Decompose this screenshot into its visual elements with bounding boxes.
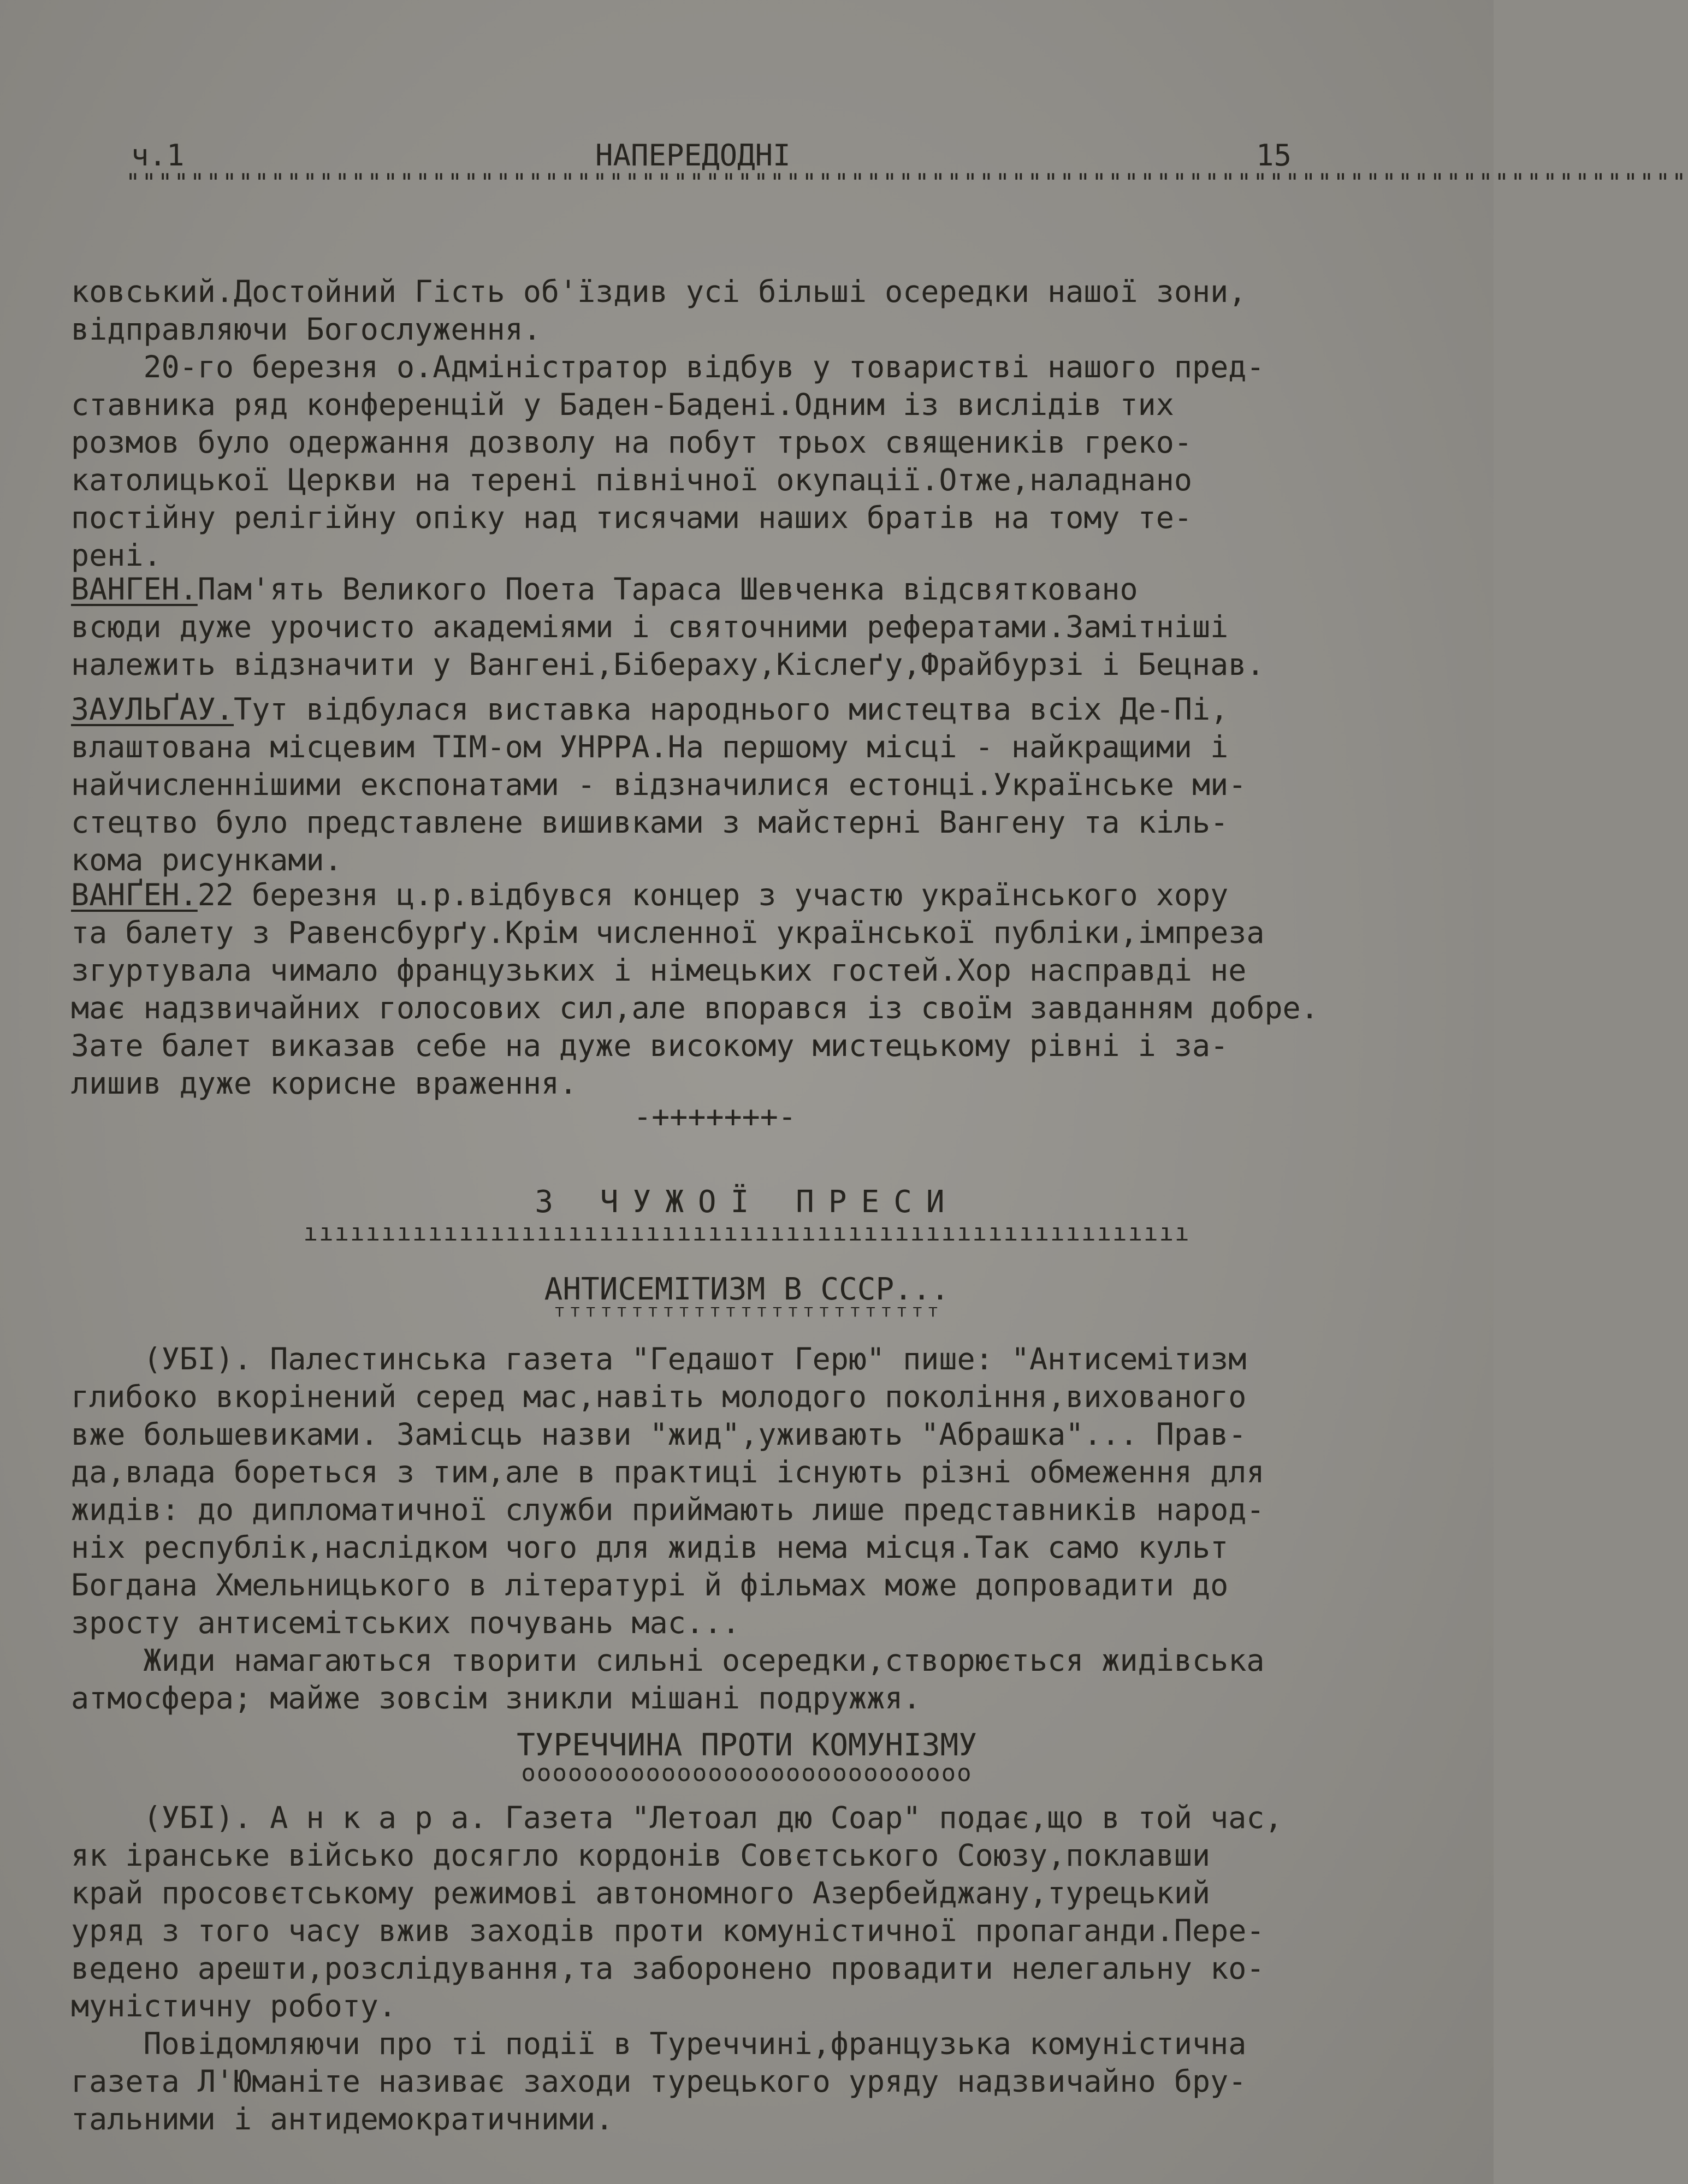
news-paragraph-3: [71, 691, 1469, 879]
header-rule: """"""""""""""""""""""""""""""""""""""""""""""""""""""""""""""""""""""""""""""""""""""""""""""""": [126, 169, 1688, 197]
issue-number: ч.1: [131, 138, 185, 173]
article-title-rule: ooooooooooooooooooooooooooooo: [521, 1759, 973, 1787]
paragraph-text: 22 березня ц.р.відбувся концер з участю українського хору та балету з Равенсбурґу.Крім численної української публіки,імпреза згуртувала чимало французьких і німецьких гостей.Хор насправді не має надзвичайних голосових сил,але впорався із своїм завданням добре. Зате балет виказав себе на дуже високому мистецькому рівні і за- лишив дуже корисне враження.: [71, 877, 1319, 1101]
news-paragraph-2: [71, 571, 1469, 684]
news-paragraph-1: ковський.Достойний Гість об'їздив усі більші осередки нашої зони, відправляючи Богослуження. 20-го березня о.Адміністратор відбув у товаристві нашого пред- ставника ряд конференцій у Баден-Бадені.Одним із вислідів тих розмов було одержання дозволу на побут трьох священиків греко- католицької Церкви на терені північної окупації.Отже,наладнано постійну релігійну опіку над тисячами наших братів на тому те- рені.: [71, 274, 1265, 573]
page-number: 15: [1256, 138, 1292, 173]
article-title-text: АНТИСЕМІТИЗМ В СССР...: [544, 1272, 950, 1307]
newsletter-title: НАПЕРЕДОДНІ: [595, 138, 791, 173]
place-name: ЗАУЛЬҐАУ.: [71, 692, 234, 727]
page-header: [126, 139, 1382, 172]
section-divider: -+++++++-: [633, 1099, 797, 1134]
article-title: [0, 1272, 1494, 1307]
section-heading-text: З ЧУЖОЇ ПРЕСИ: [535, 1184, 959, 1220]
paragraph-text: Пам'ять Великого Поета Тараса Шевченка відсвятковано всюди дуже урочисто академіями і святочними рефератами.Замітніші належить відзначити у Вангені,Бібераху,Кіслеґу,Фрайбурзі і Бецнав.: [71, 572, 1265, 682]
place-name: ВАНҐЕН.: [71, 877, 198, 912]
article-title-rule: ᵀᵀᵀᵀᵀᵀᵀᵀᵀᵀᵀᵀᵀᵀᵀᵀᵀᵀᵀᵀᵀᵀᵀᵀᵀ: [552, 1303, 941, 1331]
place-name: ВАНГЕН.: [71, 572, 198, 607]
article-body: (УБІ). А н к а р а. Газета "Летоал дю Соар" подає,що в той час, як іранське військо досягло кордонів Совєтського Союзу,поклавши край просовєтському режимові автономного Азербейджану,турецький уряд з того часу вжив заходів проти комуністичної пропаганди.Пере- ведено арешти,розслідування,та заборонено провадити нелегальну ко- муністичну роботу. Повідомляючи про ті події в Туреччині,французька комуністична газета Л'Юманіте називає заходи турецького уряду надзвичайно бру- тальними і антидемократичними.: [71, 1800, 1283, 2136]
paragraph-text: Тут відбулася виставка народнього мистецтва всіх Де-Пі, влаштована місцевим ТІМ-ом УНРРА.На першому місці - найкращими і найчисленнішими експонатами - відзначилися естонці.Українське ми- стецтво було представлене вишивками з майстерні Вангену та кіль- кома рисунками.: [71, 692, 1247, 877]
article-title: [0, 1728, 1494, 1763]
article-body: (УБІ). Палестинська газета "Гедашот Герю" пише: "Антисемітизм глибоко вкорінений серед мас,навіть молодого покоління,вихованого вже большевиками. Замісць назви "жид",уживають "Абрашка"... Прав- да,влада бореться з тим,але в практиці існують різні обмеження для жидів: до дипломатичної служби приймають лише представників народ- ніх республік,наслідком чого для жидів нема місця.Так само культ Богдана Хмельницького в літературі й фільмах може допровадити до зросту антисемітських почувань мас... Жиди намагаються творити сильні осередки,створюється жидівська атмосфера; майже зовсім зникли мішані подружжя.: [71, 1342, 1265, 1716]
section-heading-rule: ııııııııııııııııııııııııııııııııııııııııııııııııııııııııı: [303, 1219, 1191, 1247]
section-heading: [0, 1185, 1494, 1220]
article-title-text: ТУРЕЧЧИНА ПРОТИ КОМУНІЗМУ: [517, 1728, 977, 1763]
news-paragraph-4: [71, 876, 1469, 1102]
